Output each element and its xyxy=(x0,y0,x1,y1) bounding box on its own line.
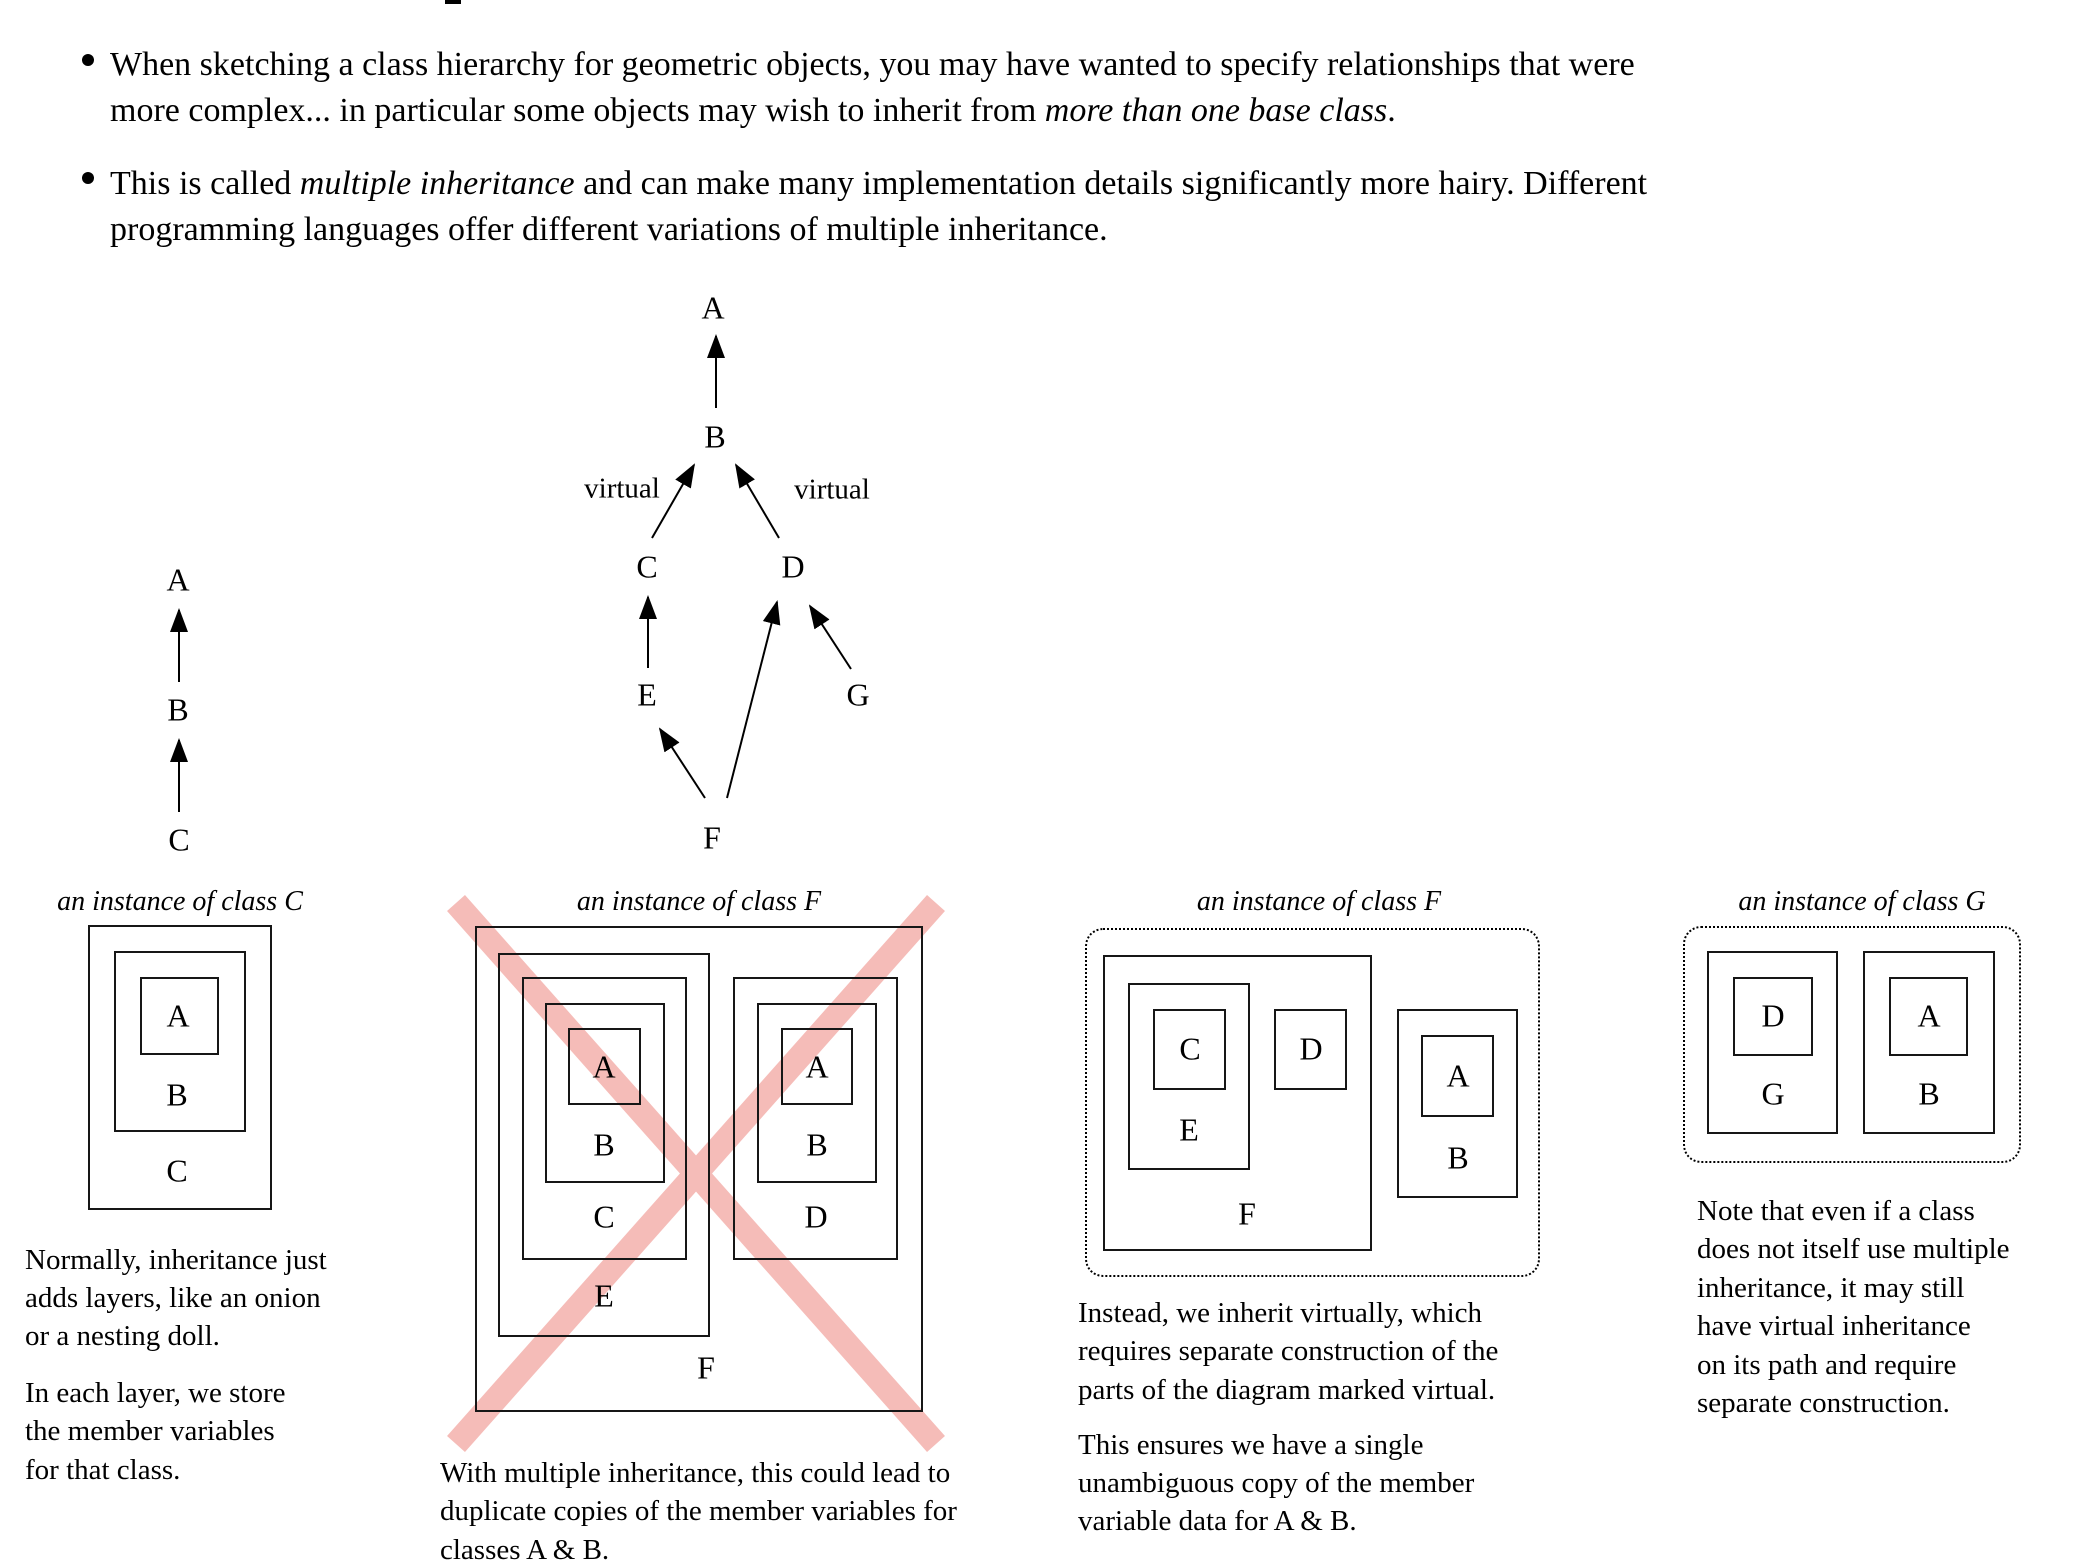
instance-f-crossed-left-label-e: E xyxy=(594,1277,614,1314)
instance-f-crossed-left-label-a: A xyxy=(592,1048,616,1085)
bullet-line: This is called multiple inheritance and can make many implementation details significantly more hairy. Different xyxy=(110,165,1648,202)
instance-g-note-line: inheritance, it may still xyxy=(1697,1272,1965,1304)
instance-f-virtual-label-e: E xyxy=(1179,1111,1199,1148)
clipped-title-fragment xyxy=(445,0,461,4)
instance-f-virtual-label-c: C xyxy=(1179,1030,1201,1067)
bullet-line: programming languages offer different variations of multiple inheritance. xyxy=(110,211,1108,248)
caption-instance-c: an instance of class C xyxy=(57,886,303,917)
instance-f-crossed-right-label-a: A xyxy=(805,1048,829,1085)
chain-node-c: C xyxy=(168,821,190,858)
instance-c-note-line: the member variables xyxy=(25,1415,275,1447)
bullet-marker xyxy=(82,172,94,184)
instance-f-crossed-note-line: classes A & B. xyxy=(440,1534,610,1562)
instance-f-crossed-right-label-d: D xyxy=(804,1198,828,1235)
instance-f-virtual-label-b: B xyxy=(1447,1139,1469,1176)
instance-g-note-line: separate construction. xyxy=(1697,1387,1950,1419)
class-node-e: E xyxy=(637,676,657,713)
instance-c-note-line: or a nesting doll. xyxy=(25,1320,220,1352)
instance-f-crossed-label-f: F xyxy=(697,1349,715,1386)
instance-f-crossed-right-label-b: B xyxy=(806,1126,828,1163)
instance-f-virtual-note-line: variable data for A & B. xyxy=(1078,1505,1357,1537)
instance-f-virtual-note-line: requires separate construction of the xyxy=(1078,1335,1499,1367)
class-node-d: D xyxy=(781,548,805,585)
instance-f-crossed-left-label-c: C xyxy=(593,1198,615,1235)
instance-g-label-a: A xyxy=(1917,997,1941,1034)
instance-g-label-d: D xyxy=(1761,997,1785,1034)
virtual-label-right: virtual xyxy=(794,473,870,506)
instance-g-label-g: G xyxy=(1761,1075,1785,1112)
class-node-f: F xyxy=(703,819,721,856)
instance-f-virtual-label-a: A xyxy=(1446,1057,1470,1094)
bullet-line: When sketching a class hierarchy for geometric objects, you may have wanted to specify relationships that were xyxy=(110,46,1635,83)
instance-g-note-line: on its path and require xyxy=(1697,1349,1957,1381)
class-node-b: B xyxy=(704,418,726,455)
virtual-label-left: virtual xyxy=(584,472,660,505)
arrow-g-to-d xyxy=(810,606,851,669)
instance-f-virtual-note-line: parts of the diagram marked virtual. xyxy=(1078,1374,1496,1406)
instance-c-note-line: adds layers, like an onion xyxy=(25,1282,321,1314)
instance-g-note-line: does not itself use multiple xyxy=(1697,1233,2010,1265)
chain-node-b: B xyxy=(167,691,189,728)
bullet-marker xyxy=(82,54,94,66)
inheritance-arrows xyxy=(179,336,851,812)
instance-f-virtual-note-line: This ensures we have a single xyxy=(1078,1429,1424,1461)
class-node-g: G xyxy=(846,676,870,713)
instance-c-note-line: Normally, inheritance just xyxy=(25,1244,327,1276)
instance-f-crossed-note-line: duplicate copies of the member variables for xyxy=(440,1495,957,1527)
arrow-f-to-d xyxy=(727,602,777,798)
class-node-a: A xyxy=(701,289,725,326)
instance-c-label-a: A xyxy=(166,997,190,1034)
instance-g-note-line: Note that even if a class xyxy=(1697,1195,1975,1227)
instance-c-label-c: C xyxy=(166,1152,188,1189)
instance-f-virtual-note-line: unambiguous copy of the member xyxy=(1078,1467,1475,1499)
instance-f-crossed-left-label-b: B xyxy=(593,1126,615,1163)
instance-f-crossed-note-line: With multiple inheritance, this could lead to xyxy=(440,1457,951,1489)
bullet-line: more complex... in particular some objects may wish to inherit from more than one base class. xyxy=(110,92,1396,129)
class-node-c: C xyxy=(636,548,658,585)
instance-f-virtual-label-d: D xyxy=(1299,1030,1323,1067)
instance-g-note-line: have virtual inheritance xyxy=(1697,1310,1971,1342)
instance-c-label-b: B xyxy=(166,1076,188,1113)
instance-f-virtual-label-f: F xyxy=(1238,1195,1256,1232)
caption-instance-g: an instance of class G xyxy=(1738,886,1986,917)
caption-instance-f-virtual: an instance of class F xyxy=(1196,886,1442,917)
instance-c-note-line: for that class. xyxy=(25,1454,181,1486)
chain-node-a: A xyxy=(166,561,190,598)
instance-g-label-b: B xyxy=(1918,1075,1940,1112)
instance-f-virtual-note-line: Instead, we inherit virtually, which xyxy=(1078,1297,1483,1329)
arrow-f-to-e xyxy=(660,729,705,798)
caption-instance-f-crossed: an instance of class F xyxy=(576,886,822,917)
arrow-d-to-b-virtual xyxy=(736,465,779,538)
instance-c-note-line: In each layer, we store xyxy=(25,1377,286,1409)
